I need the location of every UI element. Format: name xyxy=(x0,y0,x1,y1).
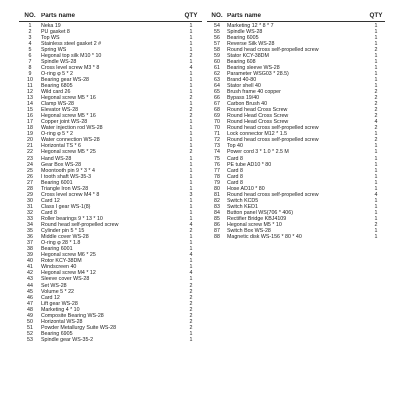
part-number: 13 xyxy=(27,95,33,102)
part-name: Card 8 xyxy=(227,173,243,180)
part-qty: 1 xyxy=(374,22,378,29)
part-name: Switch Box WS-28 xyxy=(227,228,271,235)
table-header xyxy=(207,11,385,19)
part-number: 3 xyxy=(28,34,32,41)
part-qty: 1 xyxy=(189,234,193,241)
part-number: 76 xyxy=(214,161,220,168)
part-number: 4 xyxy=(28,40,32,47)
part-number: 53 xyxy=(27,336,33,343)
part-qty: 1 xyxy=(374,167,378,174)
part-qty: 2 xyxy=(374,137,378,144)
part-name: Windscreen 40 xyxy=(41,264,77,271)
part-qty: 4 xyxy=(374,191,378,198)
part-qty: 1 xyxy=(374,161,378,168)
part-qty: 1 xyxy=(374,216,378,222)
part-qty: 1 xyxy=(189,203,193,210)
part-qty: 1 xyxy=(189,173,193,180)
part-number: 37 xyxy=(27,240,33,247)
part-name: Bypass 19/40 xyxy=(227,95,260,102)
part-number: 80 xyxy=(214,185,220,192)
part-number: 28 xyxy=(27,185,33,192)
part-number: 77 xyxy=(214,167,220,174)
part-number: 49 xyxy=(27,312,33,319)
part-number: 59 xyxy=(214,52,220,59)
part-name: Card 8 xyxy=(227,179,243,186)
part-qty: 4 xyxy=(189,64,193,71)
part-number: 86 xyxy=(214,222,220,229)
part-number: 14 xyxy=(27,101,33,108)
part-qty: 2 xyxy=(189,288,193,295)
part-qty: 1 xyxy=(189,179,193,186)
part-name: Switch KCD5 xyxy=(227,197,259,204)
part-qty: 1 xyxy=(189,119,193,126)
part-number: 1 xyxy=(28,22,32,29)
part-qty: 1 xyxy=(374,76,378,83)
part-qty: 1 xyxy=(374,179,378,186)
part-number: 46 xyxy=(27,294,33,301)
part-name: Hegonal screw M5 * 10 xyxy=(227,222,282,229)
part-number: 73 xyxy=(214,143,220,150)
part-number: 12 xyxy=(27,89,33,96)
part-name: Lock connector M12 * 1.5 xyxy=(227,131,288,138)
part-qty: 2 xyxy=(374,222,378,229)
part-qty: 1 xyxy=(374,131,378,138)
header-no: NO. xyxy=(211,11,223,19)
part-qty: 2 xyxy=(189,52,193,59)
part-qty: 2 xyxy=(374,125,378,132)
part-qty: 1 xyxy=(189,76,193,83)
part-number: 88 xyxy=(214,234,220,241)
part-number: 35 xyxy=(27,228,33,235)
part-name: Powder Metallurgy Suite WS-28 xyxy=(41,324,117,331)
part-qty: 1 xyxy=(189,336,193,343)
part-name: Button panel WS(706 * 406) xyxy=(227,209,293,216)
part-number: 34 xyxy=(27,222,33,229)
part-qty: 1 xyxy=(374,234,378,241)
part-qty: 1 xyxy=(189,40,193,47)
part-name: Magnetic disk WS-156 * 80 * 40 xyxy=(227,234,302,241)
part-name: Cross level screw M4 * 8 xyxy=(41,191,100,198)
part-name: Spindle WS-28 xyxy=(41,58,77,65)
header-qty: QTY xyxy=(184,11,198,19)
part-qty: 2 xyxy=(374,89,378,96)
part-name: Hegonal screw M6 * 25 xyxy=(41,252,96,259)
part-name: Top 40 xyxy=(227,143,243,150)
part-name: Marketing 4 * 10 xyxy=(41,306,80,313)
part-number: 45 xyxy=(27,288,33,295)
part-number: 18 xyxy=(27,125,33,132)
part-qty: 1 xyxy=(189,82,193,89)
part-qty: 2 xyxy=(189,113,193,120)
part-name: Bearing 608 xyxy=(227,58,256,65)
part-number: 51 xyxy=(27,324,33,331)
part-qty: 1 xyxy=(189,167,193,174)
part-qty: 2 xyxy=(374,113,378,120)
part-name: Hand WS-28 xyxy=(41,155,72,162)
part-name: Spindle WS-28 xyxy=(227,28,263,35)
part-name: Hegonal screw M5 * 16 xyxy=(41,95,96,102)
part-name: Volume 5 * 22 xyxy=(41,288,74,295)
part-qty: 1 xyxy=(374,197,378,204)
part-name: Rotor KCY-38DM xyxy=(41,258,82,265)
part-number: 63 xyxy=(214,76,220,83)
part-qty: 1 xyxy=(189,58,193,65)
part-name: Spring WS xyxy=(41,46,67,53)
part-name: Round head self-propelled screw xyxy=(41,222,119,229)
part-qty: 1 xyxy=(374,155,378,162)
part-qty: 2 xyxy=(189,318,193,325)
part-name: Composite Bearing WS-28 xyxy=(41,312,104,319)
part-number: 41 xyxy=(27,264,33,271)
part-name: Rectifier Bridge KBJ4109 xyxy=(227,216,287,222)
part-name: Water injection rod WS-28 xyxy=(41,125,103,132)
part-number: 62 xyxy=(214,70,220,77)
part-name: Switch KED1 xyxy=(227,203,258,210)
part-name: Card 12 xyxy=(41,197,60,204)
part-qty: 1 xyxy=(189,240,193,247)
part-number: 71 xyxy=(214,131,220,138)
part-qty: 1 xyxy=(374,70,378,77)
part-number: 55 xyxy=(214,28,220,35)
header-divider xyxy=(207,21,385,22)
part-number: 5 xyxy=(28,46,32,53)
part-qty: 1 xyxy=(374,40,378,47)
part-name: Stainless steel gasket 2 # xyxy=(41,40,102,47)
part-name: Spindle gear WS-35-2 xyxy=(41,336,94,343)
part-number: 81 xyxy=(214,191,220,198)
part-name: Bearing 6001 xyxy=(41,179,73,186)
part-number: 82 xyxy=(214,197,220,204)
part-qty: 1 xyxy=(189,34,193,41)
part-name: Hose AD10 * 80 xyxy=(227,185,265,192)
part-number: 84 xyxy=(214,209,220,216)
part-name: Card 8 xyxy=(227,155,243,162)
part-name: Round Head Cross Screw xyxy=(227,113,289,120)
part-name: Round Head Cross Screw xyxy=(227,119,289,126)
part-name: O-ring φ 5 * 2 xyxy=(41,70,73,77)
part-name: Bearing 6001 xyxy=(41,246,73,253)
part-name: Top WS xyxy=(41,34,60,41)
part-name: Round head cross self-propelled screw xyxy=(227,125,319,132)
part-number: 87 xyxy=(214,228,220,235)
part-qty: 2 xyxy=(189,107,193,114)
part-qty: 2 xyxy=(189,306,193,313)
part-name: Card 12 xyxy=(41,294,60,301)
header-parts-name: Parts name xyxy=(227,12,261,19)
part-name: Marketing 12 * 8 * 7 xyxy=(227,22,274,29)
part-qty: 1 xyxy=(189,46,193,53)
part-name: Bearing 6905 xyxy=(41,330,73,337)
part-qty: 2 xyxy=(189,149,193,156)
part-name: Horizontal WS-28 xyxy=(41,318,83,325)
part-qty: 1 xyxy=(374,34,378,41)
part-number: 64 xyxy=(214,82,220,89)
part-name: Carbon Brush 40 xyxy=(227,101,268,108)
part-name: Bearing 6005 xyxy=(227,34,259,41)
part-qty: 2 xyxy=(189,282,193,289)
part-number: 67 xyxy=(214,101,220,108)
part-number: 11 xyxy=(27,82,33,89)
part-name: Power cord 3 * 1.0 * 2.5 M xyxy=(227,149,289,156)
part-number: 33 xyxy=(27,216,33,222)
part-name: Triangle Iron WS-28 xyxy=(41,185,89,192)
part-qty: 1 xyxy=(189,216,193,222)
part-name: Neka 19 xyxy=(41,22,61,29)
part-name: Gear Box WS-28 xyxy=(41,161,82,168)
part-name: Card 8 xyxy=(41,209,57,216)
part-qty: 4 xyxy=(374,119,378,126)
part-qty: 1 xyxy=(189,22,193,29)
part-number: 83 xyxy=(214,203,220,210)
part-number: 58 xyxy=(214,46,220,53)
part-qty: 1 xyxy=(374,58,378,65)
part-name: PU gasket 8 xyxy=(41,28,70,35)
part-qty: 1 xyxy=(374,143,378,150)
part-number: 65 xyxy=(214,89,220,96)
part-qty: 4 xyxy=(189,222,193,229)
part-qty: 1 xyxy=(374,82,378,89)
part-name: Cross level screw M3 * 8 xyxy=(41,64,100,71)
part-number: 16 xyxy=(27,113,33,120)
part-name: Set WS-28 xyxy=(41,282,67,289)
part-qty: 1 xyxy=(189,276,193,283)
part-number: 8 xyxy=(28,64,32,71)
part-number: 61 xyxy=(214,64,220,71)
part-number: 9 xyxy=(28,70,32,77)
part-number: 72 xyxy=(214,137,220,144)
part-number: 10 xyxy=(27,76,33,83)
part-name: Hegonal top silk M10 * 10 xyxy=(41,52,102,59)
part-name: Sleeve cover WS-28 xyxy=(41,276,90,283)
part-qty: 2 xyxy=(189,294,193,301)
part-qty: 1 xyxy=(189,246,193,253)
part-name: Stator shell 40 xyxy=(227,82,261,89)
part-qty: 2 xyxy=(189,300,193,307)
part-qty: 1 xyxy=(189,185,193,192)
part-name: Round head cross self-propelled screw xyxy=(227,46,319,53)
part-number: 78 xyxy=(214,173,220,180)
part-number: 69 xyxy=(214,113,220,120)
part-name: Cylinder pin 5 * 15 xyxy=(41,228,85,235)
part-name: Water connection WS-28 xyxy=(41,137,100,144)
part-number: 15 xyxy=(27,107,33,114)
part-number: 70 xyxy=(214,119,220,126)
part-number: 68 xyxy=(214,107,220,114)
part-number: 32 xyxy=(27,209,33,216)
part-name: Hegonal screw M5 * 16 xyxy=(41,113,96,120)
part-number: 85 xyxy=(214,216,220,222)
part-qty: 1 xyxy=(189,264,193,271)
part-number: 79 xyxy=(214,179,220,186)
part-number: 39 xyxy=(27,252,33,259)
part-qty: 2 xyxy=(374,95,378,102)
part-qty: 1 xyxy=(189,155,193,162)
part-number: 21 xyxy=(27,143,33,150)
part-number: 44 xyxy=(27,282,33,289)
table-body-left xyxy=(19,23,202,343)
part-name: Bearing sleeve WS-28 xyxy=(227,64,280,71)
part-qty: 2 xyxy=(374,107,378,114)
part-qty: 1 xyxy=(189,131,193,138)
part-name: Copper joint WS-28 xyxy=(41,119,88,126)
part-qty: 1 xyxy=(189,197,193,204)
part-qty: 1 xyxy=(189,209,193,216)
part-name: I tooth shaft WS-35-3 xyxy=(41,173,92,180)
part-qty: 2 xyxy=(189,95,193,102)
part-qty: 2 xyxy=(189,324,193,331)
part-number: 50 xyxy=(27,318,33,325)
part-name: Class I gear WS-1(8) xyxy=(41,203,91,210)
part-name: Round head Cross Screw xyxy=(227,107,288,114)
part-number: 26 xyxy=(27,173,33,180)
header-divider xyxy=(19,21,202,22)
part-qty: 1 xyxy=(374,228,378,235)
part-name: Roller bearings 9 * 13 * 10 xyxy=(41,216,103,222)
part-qty: 2 xyxy=(374,101,378,108)
part-name: Brand 40-80 xyxy=(227,76,257,83)
table-row xyxy=(19,337,202,343)
part-number: 20 xyxy=(27,137,33,144)
part-qty: 1 xyxy=(374,203,378,210)
part-number: 7 xyxy=(28,58,32,65)
part-number: 42 xyxy=(27,270,33,277)
part-number: 24 xyxy=(27,161,33,168)
part-number: 6 xyxy=(28,52,32,59)
table-body-right xyxy=(207,23,385,241)
part-qty: 1 xyxy=(189,89,193,96)
part-qty: 1 xyxy=(189,143,193,150)
parts-table-right xyxy=(207,11,385,240)
part-number: 40 xyxy=(27,258,33,265)
part-number: 38 xyxy=(27,246,33,253)
part-number: 60 xyxy=(214,58,220,65)
part-name: Stator KCY-38DM xyxy=(227,52,269,59)
part-name: Wild card 26 xyxy=(41,89,71,96)
part-name: Bearing gear WS-28 xyxy=(41,76,89,83)
part-name: Bearing 6805 xyxy=(41,82,73,89)
part-name: Clamp WS-28 xyxy=(41,101,74,108)
part-number: 47 xyxy=(27,300,33,307)
part-number: 52 xyxy=(27,330,33,337)
part-qty: 1 xyxy=(374,64,378,71)
part-qty: 1 xyxy=(189,258,193,265)
header-qty: QTY xyxy=(369,11,383,19)
part-name: Hegonal screw M4 * 12 xyxy=(41,270,96,277)
part-qty: 1 xyxy=(189,70,193,77)
part-name: Round head cross self-propelled screw xyxy=(227,191,319,198)
part-qty: 1 xyxy=(374,52,378,59)
part-number: 48 xyxy=(27,306,33,313)
part-qty: 1 xyxy=(374,185,378,192)
part-number: 19 xyxy=(27,131,33,138)
part-qty: 3 xyxy=(189,191,193,198)
part-number: 2 xyxy=(28,28,32,35)
part-number: 30 xyxy=(27,197,33,204)
part-name: Moontooth pin 9 * 3 * 4 xyxy=(41,167,95,174)
table-row xyxy=(207,234,385,240)
part-name: Brush frame 40 copper xyxy=(227,89,281,96)
part-number: 57 xyxy=(214,40,220,47)
part-qty: 1 xyxy=(189,137,193,144)
part-qty: 4 xyxy=(189,270,193,277)
part-name: Parameter WSG03 * 28.5) xyxy=(227,70,289,77)
part-name: Lift gear WS-28 xyxy=(41,300,78,307)
part-number: 31 xyxy=(27,203,33,210)
part-number: 56 xyxy=(214,34,220,41)
part-number: 66 xyxy=(214,95,220,102)
part-qty: 1 xyxy=(189,125,193,132)
part-qty: 1 xyxy=(374,149,378,156)
part-number: 22 xyxy=(27,149,33,156)
part-number: 29 xyxy=(27,191,33,198)
part-qty: 2 xyxy=(189,228,193,235)
part-number: 75 xyxy=(214,155,220,162)
part-qty: 1 xyxy=(374,28,378,35)
part-number: 23 xyxy=(27,155,33,162)
part-name: Elevator WS-28 xyxy=(41,107,79,114)
part-name: Horizontal TS * 6 xyxy=(41,143,81,150)
part-number: 36 xyxy=(27,234,33,241)
part-name: Card 8 xyxy=(227,167,243,174)
part-number: 25 xyxy=(27,167,33,174)
table-header xyxy=(19,11,202,19)
part-number: 70 xyxy=(214,125,220,132)
part-qty: 1 xyxy=(374,209,378,216)
part-number: 74 xyxy=(214,149,220,156)
part-qty: 1 xyxy=(189,330,193,337)
part-qty: 4 xyxy=(189,252,193,259)
parts-table-left xyxy=(19,11,202,343)
part-qty: 1 xyxy=(189,101,193,108)
part-name: PE tube AD10 * 80 xyxy=(227,161,272,168)
part-qty: 1 xyxy=(374,173,378,180)
part-name: O-ring φ 5 * 2 xyxy=(41,131,73,138)
part-name: Hegonal screw M5 * 25 xyxy=(41,149,96,156)
header-no: NO. xyxy=(24,11,36,19)
part-qty: 1 xyxy=(189,28,193,35)
part-number: 17 xyxy=(27,119,33,126)
part-name: Round head cross self-propelled screw xyxy=(227,137,319,144)
part-qty: 1 xyxy=(189,161,193,168)
part-number: 43 xyxy=(27,276,33,283)
part-number: 27 xyxy=(27,179,33,186)
part-name: Middle cover WS-28 xyxy=(41,234,89,241)
part-number: 54 xyxy=(214,22,220,29)
part-name: Reverse Silk WS-28 xyxy=(227,40,275,47)
part-qty: 2 xyxy=(374,46,378,53)
part-name: O-ring φ 28 * 1.8 xyxy=(41,240,81,247)
header-parts-name: Parts name xyxy=(41,12,75,19)
part-qty: 2 xyxy=(189,312,193,319)
